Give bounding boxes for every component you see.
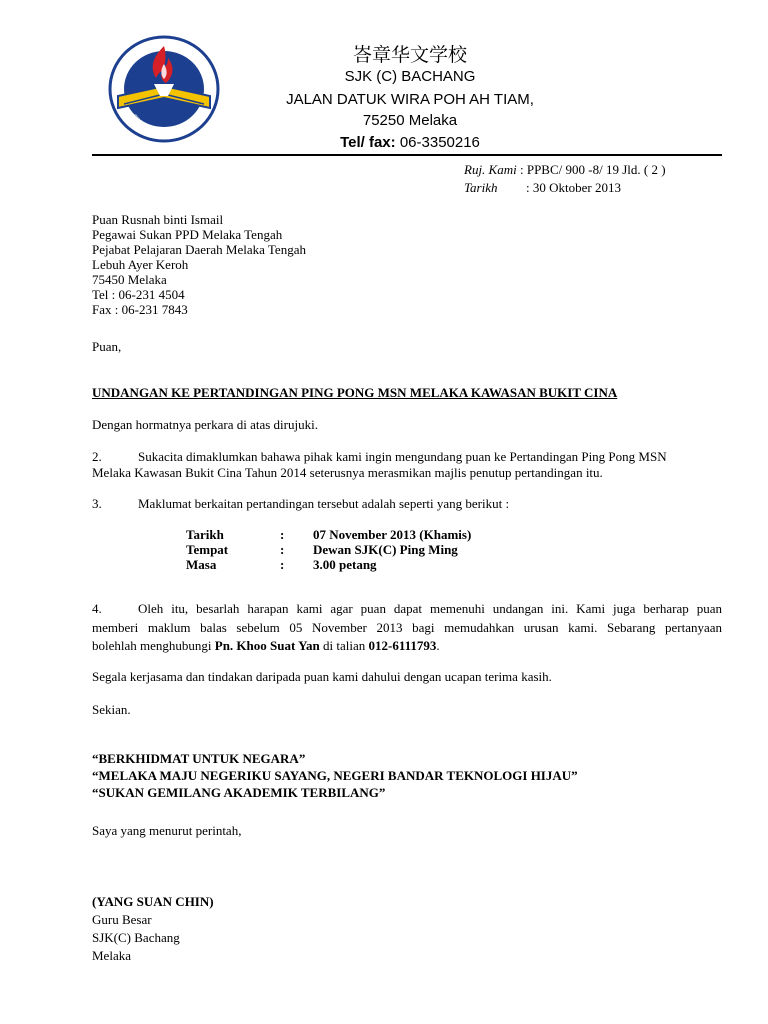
tel-value: 06-3350216 <box>399 134 480 151</box>
details-value: 07 November 2013 (Khamis) <box>313 527 472 542</box>
subject-title: UNDANGAN KE PERTANDINGAN PING PONG MSN MELAKA KAWASAN BUKIT CINA <box>92 385 618 400</box>
sekian-text: Sekian. <box>92 702 131 717</box>
signatory-school: SJK(C) Bachang <box>92 930 180 945</box>
motto-line: “BERKHIDMAT UNTUK NEGARA” <box>92 751 306 766</box>
address-line1: JALAN DATUK WIRA POH AH TIAM, <box>286 91 534 108</box>
recipient-block <box>92 212 306 317</box>
para4-line1: Oleh itu, besarlah harapan kami agar puan dapat memenuhi undangan ini. Kami juga berharap puan <box>138 601 722 616</box>
para4-text: bolehlah menghubungi <box>92 638 215 653</box>
school-name: SJK (C) BACHANG <box>344 68 476 85</box>
recipient-line: Puan Rusnah binti Ismail <box>92 212 224 227</box>
details-sep: : <box>280 542 285 557</box>
motto-line: “SUKAN GEMILANG AKADEMIK TERBILANG” <box>92 785 386 800</box>
details-value: 3.00 petang <box>313 557 377 572</box>
para4-number: 4. <box>92 601 102 616</box>
closing-text: Segala kerjasama dan tindakan daripada puan kami dahului dengan ucapan terima kasih. <box>92 669 552 684</box>
ruj-label: Ruj. Kami <box>464 162 517 177</box>
details-sep: : <box>280 527 285 542</box>
para3-text: Maklumat berkaitan pertandingan tersebut adalah seperti yang berikut : <box>138 496 510 511</box>
tarikh-label: Tarikh <box>464 180 498 195</box>
recipient-line: Fax : 06-231 7843 <box>92 302 188 317</box>
contact-phone: 012-6111793 <box>368 638 437 653</box>
para4-line3 <box>92 638 440 653</box>
signatory-title: Guru Besar <box>92 912 152 927</box>
tel-label: Tel/ fax: <box>340 134 396 151</box>
salutation: Puan, <box>92 339 122 354</box>
header-divider <box>92 154 722 156</box>
details-row <box>186 527 471 542</box>
details-row <box>186 557 471 572</box>
school-chinese-name: 峇章华文学校 <box>352 44 467 66</box>
details-label: Tempat <box>186 542 229 557</box>
details-value: Dewan SJK(C) Ping Ming <box>313 542 458 557</box>
signatory-place: Melaka <box>92 948 131 963</box>
para4-text: di talian <box>319 638 369 653</box>
reference-tarikh <box>464 180 621 196</box>
tel-fax <box>180 134 640 151</box>
recipient-line: Pegawai Sukan PPD Melaka Tengah <box>92 227 283 242</box>
details-label: Tarikh <box>186 527 224 542</box>
para2-line2: Melaka Kawasan Bukit Cina Tahun 2014 seterusnya merasmikan majlis penutup pertandingan itu. <box>92 465 603 480</box>
para2-number: 2. <box>92 449 102 464</box>
para2-line1: Sukacita dimaklumkan bahawa pihak kami ingin mengundang puan ke Pertandingan Ping Pong MSN <box>138 449 667 464</box>
para4-line2: memberi maklum balas sebelum 05 November 2013 bagi memudahkan urusan kami. Sebarang pertanyaan <box>92 620 722 635</box>
details-table <box>186 527 471 572</box>
recipient-line: 75450 Melaka <box>92 272 167 287</box>
signature-block <box>92 894 214 963</box>
tarikh-value: : 30 Oktober 2013 <box>526 180 621 195</box>
details-sep: : <box>280 557 285 572</box>
address-line2: 75250 Melaka <box>362 112 458 129</box>
para4-text: . <box>436 638 440 653</box>
recipient-line: Lebuh Ayer Keroh <box>92 257 189 272</box>
ruj-value: : PPBC/ 900 -8/ 19 Jld. ( 2 ) <box>516 162 666 177</box>
reference-ruj <box>464 162 666 178</box>
svg-text:SJK (C) BACHANG: SJK (C) BACHANG <box>129 112 187 136</box>
signatory-name: (YANG SUAN CHIN) <box>92 894 214 909</box>
para3-number: 3. <box>92 496 102 511</box>
details-label: Masa <box>186 557 217 572</box>
intro-text: Dengan hormatnya perkara di atas dirujuki. <box>92 417 318 432</box>
motto-line: “MELAKA MAJU NEGERIKU SAYANG, NEGERI BANDAR TEKNOLOGI HIJAU” <box>92 768 578 783</box>
recipient-line: Tel : 06-231 4504 <box>92 287 185 302</box>
recipient-line: Pejabat Pelajaran Daerah Melaka Tengah <box>92 242 306 257</box>
motto-block <box>92 751 578 800</box>
contact-name: Pn. Khoo Suat Yan <box>214 638 320 653</box>
sign-off: Saya yang menurut perintah, <box>92 823 242 838</box>
details-row <box>186 542 471 557</box>
